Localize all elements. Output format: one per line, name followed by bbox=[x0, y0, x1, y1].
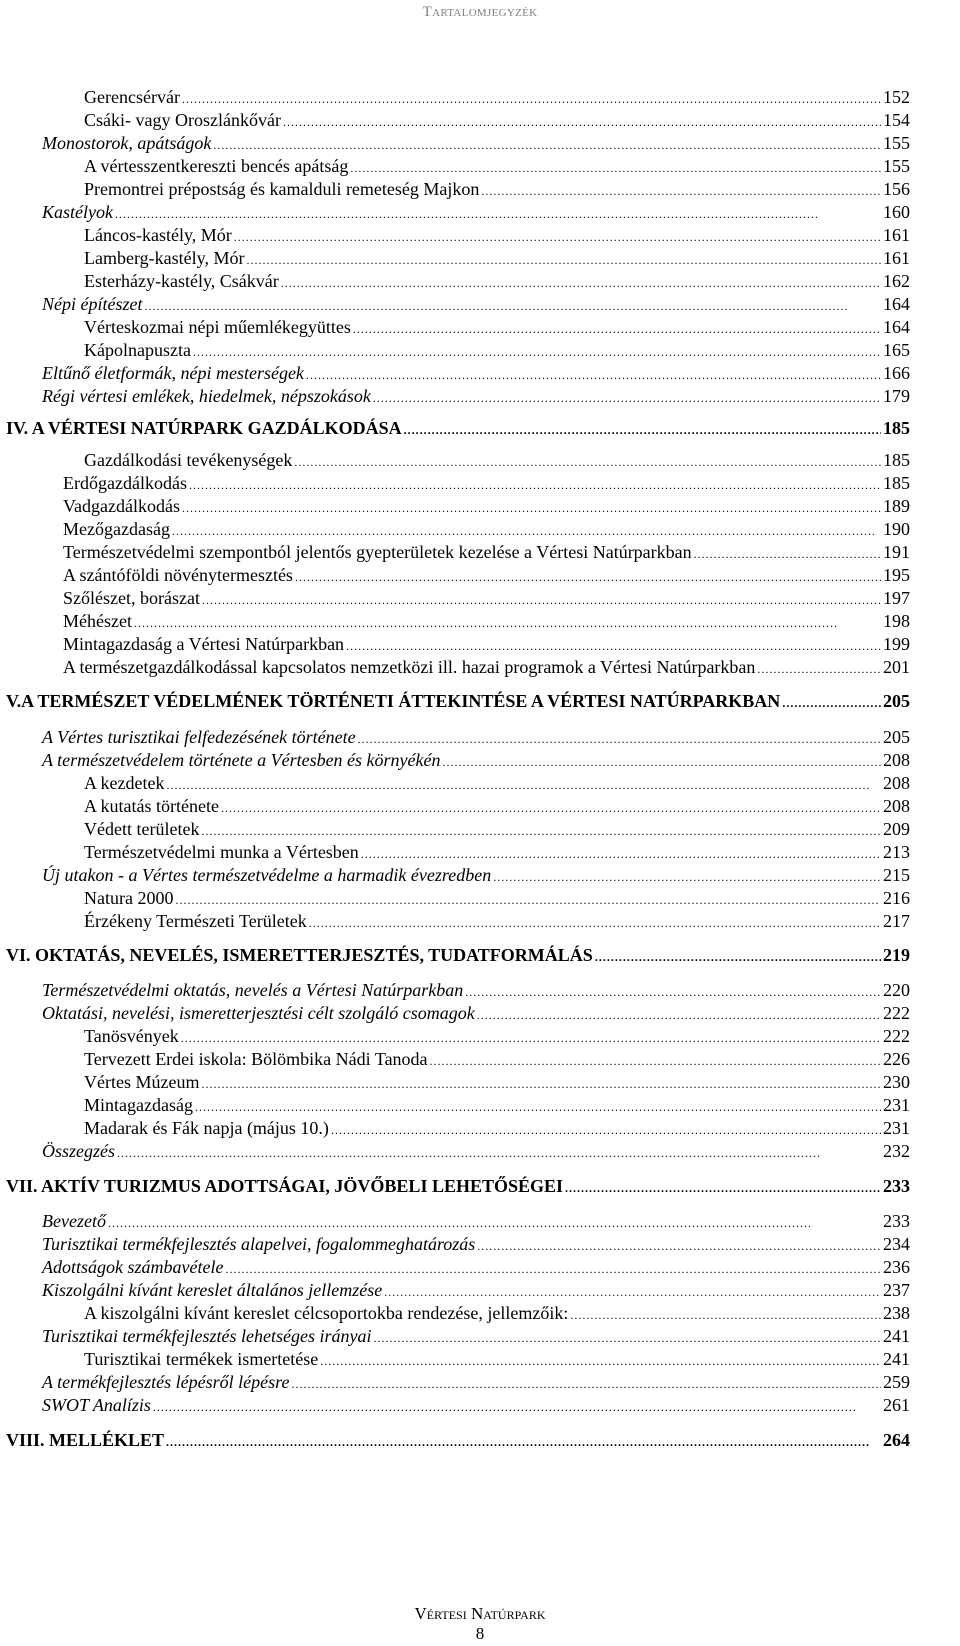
toc-page-number: 209 bbox=[883, 819, 910, 839]
toc-page-number: 233 bbox=[883, 1176, 910, 1196]
toc-entry[interactable] bbox=[0, 726, 960, 749]
toc-page-number: 222 bbox=[883, 1026, 910, 1046]
toc-dot-leader bbox=[782, 690, 881, 715]
toc-entry[interactable] bbox=[0, 385, 960, 408]
toc-entry[interactable] bbox=[0, 541, 960, 564]
toc-dot-leader bbox=[144, 293, 881, 318]
toc-entry-title[interactable]: Turisztikai termékfejlesztés alapelvei, fogalommeghatározás bbox=[42, 1234, 476, 1254]
toc-entry-title[interactable]: Gazdálkodási tevékenységek bbox=[84, 450, 293, 470]
toc-dot-leader bbox=[182, 495, 881, 520]
toc-dot-leader bbox=[202, 587, 881, 612]
toc-entry[interactable] bbox=[0, 362, 960, 385]
toc-entry[interactable] bbox=[0, 1325, 960, 1348]
toc-page-number: 261 bbox=[883, 1395, 910, 1415]
toc-entry-title[interactable]: Tanösvények bbox=[84, 1026, 179, 1046]
toc-entry[interactable] bbox=[0, 1233, 960, 1256]
toc-entry[interactable] bbox=[0, 1256, 960, 1279]
toc-page-number: 226 bbox=[883, 1049, 910, 1069]
toc-page-number: 166 bbox=[883, 363, 910, 383]
toc-entry[interactable] bbox=[0, 201, 960, 224]
toc-dot-leader bbox=[166, 772, 881, 797]
toc-dot-leader bbox=[294, 449, 881, 474]
toc-entry-title[interactable]: Oktatási, nevelési, ismeretterjesztési célt szolgáló csomagok bbox=[42, 1003, 475, 1023]
toc-dot-leader bbox=[404, 417, 881, 442]
running-header: Tartalomjegyzék bbox=[422, 4, 538, 20]
toc-page-number: 222 bbox=[883, 1003, 910, 1023]
toc-dot-leader bbox=[481, 178, 881, 203]
toc-entry-title[interactable]: Turisztikai termékek ismertetése bbox=[84, 1349, 319, 1369]
toc-page-number: 238 bbox=[883, 1303, 910, 1323]
toc-dot-leader bbox=[595, 944, 881, 969]
toc-page-number: 164 bbox=[883, 317, 910, 337]
toc-entry-title[interactable]: Természetvédelmi szempontból jelentős gyepterületek kezelése a Vértesi Natúrparkban bbox=[63, 542, 692, 562]
toc-entry[interactable] bbox=[0, 910, 960, 933]
toc-entry-title[interactable]: Új utakon - a Vértes természetvédelme a harmadik évezredben bbox=[42, 865, 492, 885]
toc-entry[interactable] bbox=[0, 1279, 960, 1302]
toc-dot-leader bbox=[346, 633, 881, 658]
toc-entry[interactable] bbox=[0, 795, 960, 818]
toc-dot-leader bbox=[182, 86, 881, 111]
toc-entry-title[interactable]: Esterházy-kastély, Csákvár bbox=[84, 271, 279, 291]
toc-dot-leader bbox=[477, 1233, 881, 1258]
toc-entry-title[interactable]: Érzékeny Természeti Területek bbox=[84, 911, 307, 931]
toc-entry-title[interactable]: A szántóföldi növénytermesztés bbox=[63, 565, 293, 585]
toc-dot-leader bbox=[320, 1348, 881, 1373]
toc-entry[interactable] bbox=[0, 270, 960, 293]
toc-entry-title[interactable]: Tervezett Erdei iskola: Bölömbika Nádi Tanoda bbox=[84, 1049, 428, 1069]
toc-dot-leader bbox=[213, 132, 881, 157]
toc-entry-title[interactable]: A természetgazdálkodással kapcsolatos nemzetközi ill. hazai programok a Vértesi Natúrparkban bbox=[63, 657, 756, 677]
toc-page-number: 154 bbox=[883, 110, 910, 130]
toc-page-number: 213 bbox=[883, 842, 910, 862]
toc-entry[interactable] bbox=[0, 1348, 960, 1371]
toc-entry[interactable] bbox=[0, 518, 960, 541]
toc-dot-leader bbox=[193, 339, 881, 364]
toc-dot-leader bbox=[361, 841, 881, 866]
toc-dot-leader bbox=[172, 518, 881, 543]
toc-entry[interactable] bbox=[0, 1071, 960, 1094]
toc-entry[interactable] bbox=[0, 449, 960, 472]
toc-entry[interactable] bbox=[0, 749, 960, 772]
toc-entry[interactable] bbox=[0, 1025, 960, 1048]
toc-dot-leader bbox=[465, 979, 881, 1004]
toc-page-number: 215 bbox=[883, 865, 910, 885]
toc-page-number: 160 bbox=[883, 202, 910, 222]
toc-dot-leader bbox=[493, 864, 881, 889]
toc-dot-leader bbox=[175, 887, 881, 912]
toc-entry[interactable] bbox=[0, 155, 960, 178]
toc-page-number: 161 bbox=[883, 225, 910, 245]
toc-entry-title[interactable]: VI. OKTATÁS, NEVELÉS, ISMERETTERJESZTÉS, TUDATFORMÁLÁS bbox=[6, 945, 593, 965]
toc-entry-title[interactable]: Kiszolgálni kívánt kereslet általános jellemzése bbox=[42, 1280, 383, 1300]
toc-page-number: 230 bbox=[883, 1072, 910, 1092]
toc-dot-leader bbox=[221, 795, 881, 820]
toc-dot-leader bbox=[694, 541, 881, 566]
toc-entry-title[interactable]: Természetvédelmi oktatás, nevelés a Vértesi Natúrparkban bbox=[42, 980, 464, 1000]
toc-entry-title[interactable]: VII. AKTÍV TURIZMUS ADOTTSÁGAI, JÖVŐBELI LEHETŐSÉGEI bbox=[6, 1176, 563, 1196]
toc-entry-title[interactable]: Védett területek bbox=[84, 819, 200, 839]
toc-page-number: 199 bbox=[883, 634, 910, 654]
toc-entry[interactable] bbox=[0, 1302, 960, 1325]
toc-page-number: 241 bbox=[883, 1326, 910, 1346]
toc-page-number: 208 bbox=[883, 750, 910, 770]
toc-dot-leader bbox=[570, 1302, 881, 1327]
toc-entry-title[interactable]: A kezdetek bbox=[84, 773, 165, 793]
toc-entry[interactable] bbox=[0, 1002, 960, 1025]
toc-page-number: 190 bbox=[883, 519, 910, 539]
toc-entry-title[interactable]: Összegzés bbox=[42, 1141, 116, 1161]
toc-entry-title[interactable]: A kiszolgálni kívánt kereslet célcsoportokba rendezése, jellemzőik: bbox=[84, 1303, 569, 1323]
toc-dot-leader bbox=[443, 749, 881, 774]
toc-dot-leader bbox=[234, 224, 881, 249]
footer-page-number: 8 bbox=[475, 1624, 485, 1643]
toc-dot-leader bbox=[225, 1256, 881, 1281]
toc-entry[interactable] bbox=[0, 132, 960, 155]
toc-dot-leader bbox=[331, 1117, 881, 1142]
toc-entry[interactable] bbox=[0, 1175, 960, 1198]
toc-page-number: 259 bbox=[883, 1372, 910, 1392]
toc-entry[interactable] bbox=[0, 864, 960, 887]
toc-entry[interactable] bbox=[0, 109, 960, 132]
toc-entry[interactable] bbox=[0, 339, 960, 362]
toc-dot-leader bbox=[181, 1025, 881, 1050]
toc-page-number: 185 bbox=[883, 450, 910, 470]
toc-dot-leader bbox=[295, 564, 881, 589]
toc-entry-title[interactable]: Láncos-kastély, Mór bbox=[84, 225, 232, 245]
toc-entry-title[interactable]: Mezőgazdaság bbox=[63, 519, 170, 539]
toc-entry-title[interactable]: Lamberg-kastély, Mór bbox=[84, 248, 245, 268]
toc-page-number: 217 bbox=[883, 911, 910, 931]
toc-entry[interactable] bbox=[0, 293, 960, 316]
toc-dot-leader bbox=[373, 1325, 881, 1350]
toc-entry[interactable] bbox=[0, 417, 960, 440]
toc-entry-title[interactable]: Természetvédelmi munka a Vértesben bbox=[84, 842, 359, 862]
toc-dot-leader bbox=[309, 910, 881, 935]
toc-entry[interactable] bbox=[0, 1429, 960, 1452]
toc-entry[interactable] bbox=[0, 495, 960, 518]
toc-entry-title[interactable]: Adottságok számbavétele bbox=[42, 1257, 224, 1277]
footer-title: Vértesi Natúrpark bbox=[414, 1604, 546, 1623]
toc-dot-leader bbox=[306, 362, 881, 387]
toc-page-number: 201 bbox=[883, 657, 910, 677]
toc-entry[interactable] bbox=[0, 1048, 960, 1071]
toc-dot-leader bbox=[477, 1002, 881, 1027]
toc-entry[interactable] bbox=[0, 1371, 960, 1394]
toc-page-number: 216 bbox=[883, 888, 910, 908]
toc-entry-title[interactable]: A vértesszentkereszti bencés apátság bbox=[84, 156, 349, 176]
toc-dot-leader bbox=[353, 316, 881, 341]
toc-page-number: 191 bbox=[883, 542, 910, 562]
toc-entry[interactable] bbox=[0, 224, 960, 247]
toc-dot-leader bbox=[108, 1210, 881, 1235]
toc-dot-leader bbox=[757, 656, 881, 681]
toc-entry-title[interactable]: Népi építészet bbox=[42, 294, 143, 314]
toc-dot-leader bbox=[201, 1071, 881, 1096]
toc-page-number: 264 bbox=[883, 1430, 910, 1450]
toc-entry[interactable] bbox=[0, 979, 960, 1002]
toc-entry-title[interactable]: Monostorok, apátságok bbox=[42, 133, 212, 153]
toc-page-number: 219 bbox=[883, 945, 910, 965]
toc-entry-title[interactable]: Eltűnő életformák, népi mesterségek bbox=[42, 363, 304, 383]
toc-entry[interactable] bbox=[0, 472, 960, 495]
toc-page-number: 162 bbox=[883, 271, 910, 291]
toc-page-number: 195 bbox=[883, 565, 910, 585]
toc-entry-title[interactable]: IV. A VÉRTESI NATÚRPARK GAZDÁLKODÁSA bbox=[6, 418, 402, 438]
toc-entry[interactable] bbox=[0, 86, 960, 109]
toc-entry[interactable] bbox=[0, 841, 960, 864]
toc-page-number: 164 bbox=[883, 294, 910, 314]
toc-entry-title[interactable]: Premontrei prépostság és kamalduli remeteség Majkon bbox=[84, 179, 480, 199]
toc-entry[interactable] bbox=[0, 247, 960, 270]
toc-entry-title[interactable]: Csáki- vagy Oroszlánkővár bbox=[84, 110, 281, 130]
toc-dot-leader bbox=[373, 385, 881, 410]
toc-dot-leader bbox=[565, 1175, 881, 1200]
toc-page-number: 233 bbox=[883, 1211, 910, 1231]
toc-page-number: 156 bbox=[883, 179, 910, 199]
toc-dot-leader bbox=[189, 472, 881, 497]
toc-entry-title[interactable]: Kastélyok bbox=[42, 202, 113, 222]
toc-dot-leader bbox=[195, 1094, 881, 1119]
toc-dot-leader bbox=[384, 1279, 881, 1304]
toc-page-number: 152 bbox=[883, 87, 910, 107]
toc-page-number: 231 bbox=[883, 1118, 910, 1138]
toc-dot-leader bbox=[281, 270, 881, 295]
toc-entry-title[interactable]: Turisztikai termékfejlesztés lehetséges irányai bbox=[42, 1326, 372, 1346]
toc-entry-title[interactable]: Méhészet bbox=[63, 611, 132, 631]
toc-page-number: 155 bbox=[883, 133, 910, 153]
toc-entry[interactable] bbox=[0, 818, 960, 841]
toc-entry[interactable] bbox=[0, 1140, 960, 1163]
toc-dot-leader bbox=[115, 201, 881, 226]
toc-entry-title[interactable]: A termékfejlesztés lépésről lépésre bbox=[42, 1372, 290, 1392]
toc-entry[interactable] bbox=[0, 316, 960, 339]
toc-dot-leader bbox=[350, 155, 881, 180]
toc-page-number: 237 bbox=[883, 1280, 910, 1300]
toc-entry-title[interactable]: Madarak és Fák napja (május 10.) bbox=[84, 1118, 329, 1138]
toc-page-number: 205 bbox=[883, 691, 910, 711]
toc-page-number: 241 bbox=[883, 1349, 910, 1369]
toc-entry[interactable] bbox=[0, 887, 960, 910]
toc-page-number: 231 bbox=[883, 1095, 910, 1115]
toc-entry-title[interactable]: Bevezető bbox=[42, 1211, 106, 1231]
toc-entry[interactable] bbox=[0, 690, 960, 713]
toc-page-number: 179 bbox=[883, 386, 910, 406]
toc-entry-title[interactable]: Natura 2000 bbox=[84, 888, 174, 908]
toc-page-number: 189 bbox=[883, 496, 910, 516]
toc-entry[interactable] bbox=[0, 1117, 960, 1140]
toc-page-number: 234 bbox=[883, 1234, 910, 1254]
toc-entry[interactable] bbox=[0, 1094, 960, 1117]
toc-page-number: 185 bbox=[883, 418, 910, 438]
toc-entry-title[interactable]: Vérteskozmai népi műemlékegyüttes bbox=[84, 317, 351, 337]
toc-entry[interactable] bbox=[0, 944, 960, 967]
toc-dot-leader bbox=[430, 1048, 881, 1073]
toc-page-number: 208 bbox=[883, 773, 910, 793]
toc-entry[interactable] bbox=[0, 178, 960, 201]
toc-dot-leader bbox=[358, 726, 881, 751]
toc-page-number: 220 bbox=[883, 980, 910, 1000]
toc-entry-title[interactable]: A természetvédelem története a Vértesben és környékén bbox=[42, 750, 441, 770]
toc-entry[interactable] bbox=[0, 610, 960, 633]
toc-dot-leader bbox=[246, 247, 881, 272]
toc-entry-title[interactable]: A kutatás története bbox=[84, 796, 219, 816]
toc-page-number: 165 bbox=[883, 340, 910, 360]
toc-entry[interactable] bbox=[0, 633, 960, 656]
toc-dot-leader bbox=[201, 818, 881, 843]
toc-entry-title[interactable]: Vértes Múzeum bbox=[84, 1072, 200, 1092]
toc-dot-leader bbox=[134, 610, 881, 635]
toc-entry[interactable] bbox=[0, 587, 960, 610]
toc-page-number: 185 bbox=[883, 473, 910, 493]
toc-entry[interactable] bbox=[0, 1210, 960, 1233]
toc-page-number: 155 bbox=[883, 156, 910, 176]
toc-dot-leader bbox=[291, 1371, 881, 1396]
toc-dot-leader bbox=[283, 109, 881, 134]
toc-entry[interactable] bbox=[0, 564, 960, 587]
toc-entry[interactable] bbox=[0, 772, 960, 795]
toc-page-number: 197 bbox=[883, 588, 910, 608]
toc-entry-title[interactable]: Régi vértesi emlékek, hiedelmek, népszokások bbox=[42, 386, 371, 406]
toc-entry-title[interactable]: Erdőgazdálkodás bbox=[63, 473, 187, 493]
toc-entry-title[interactable]: SWOT Analízis bbox=[42, 1395, 151, 1415]
toc-entry[interactable] bbox=[0, 1394, 960, 1417]
toc-dot-leader bbox=[117, 1140, 881, 1165]
toc-page-number: 205 bbox=[883, 727, 910, 747]
toc-entry-title[interactable]: VIII. MELLÉKLET bbox=[6, 1430, 165, 1450]
toc-dot-leader bbox=[166, 1429, 881, 1454]
toc-page-number: 208 bbox=[883, 796, 910, 816]
toc-entry-title[interactable]: A Vértes turisztikai felfedezésének története bbox=[42, 727, 356, 747]
toc-entry-title[interactable]: Szőlészet, borászat bbox=[63, 588, 200, 608]
toc-entry[interactable] bbox=[0, 656, 960, 679]
toc-dot-leader bbox=[153, 1394, 881, 1419]
toc-page-number: 232 bbox=[883, 1141, 910, 1161]
toc-entry-title[interactable]: Gerencsérvár bbox=[84, 87, 180, 107]
toc-entry-title[interactable]: Mintagazdaság bbox=[84, 1095, 193, 1115]
toc-entry-title[interactable]: Vadgazdálkodás bbox=[63, 496, 180, 516]
toc-page-number: 161 bbox=[883, 248, 910, 268]
toc-page-number: 198 bbox=[883, 611, 910, 631]
toc-entry-title[interactable]: Kápolnapuszta bbox=[84, 340, 191, 360]
toc-entry-title[interactable]: Mintagazdaság a Vértesi Natúrparkban bbox=[63, 634, 345, 654]
toc-page-number: 236 bbox=[883, 1257, 910, 1277]
toc-entry-title[interactable]: V.A TERMÉSZET VÉDELMÉNEK TÖRTÉNETI ÁTTEKINTÉSE A VÉRTESI NATÚRPARKBAN bbox=[6, 691, 781, 711]
